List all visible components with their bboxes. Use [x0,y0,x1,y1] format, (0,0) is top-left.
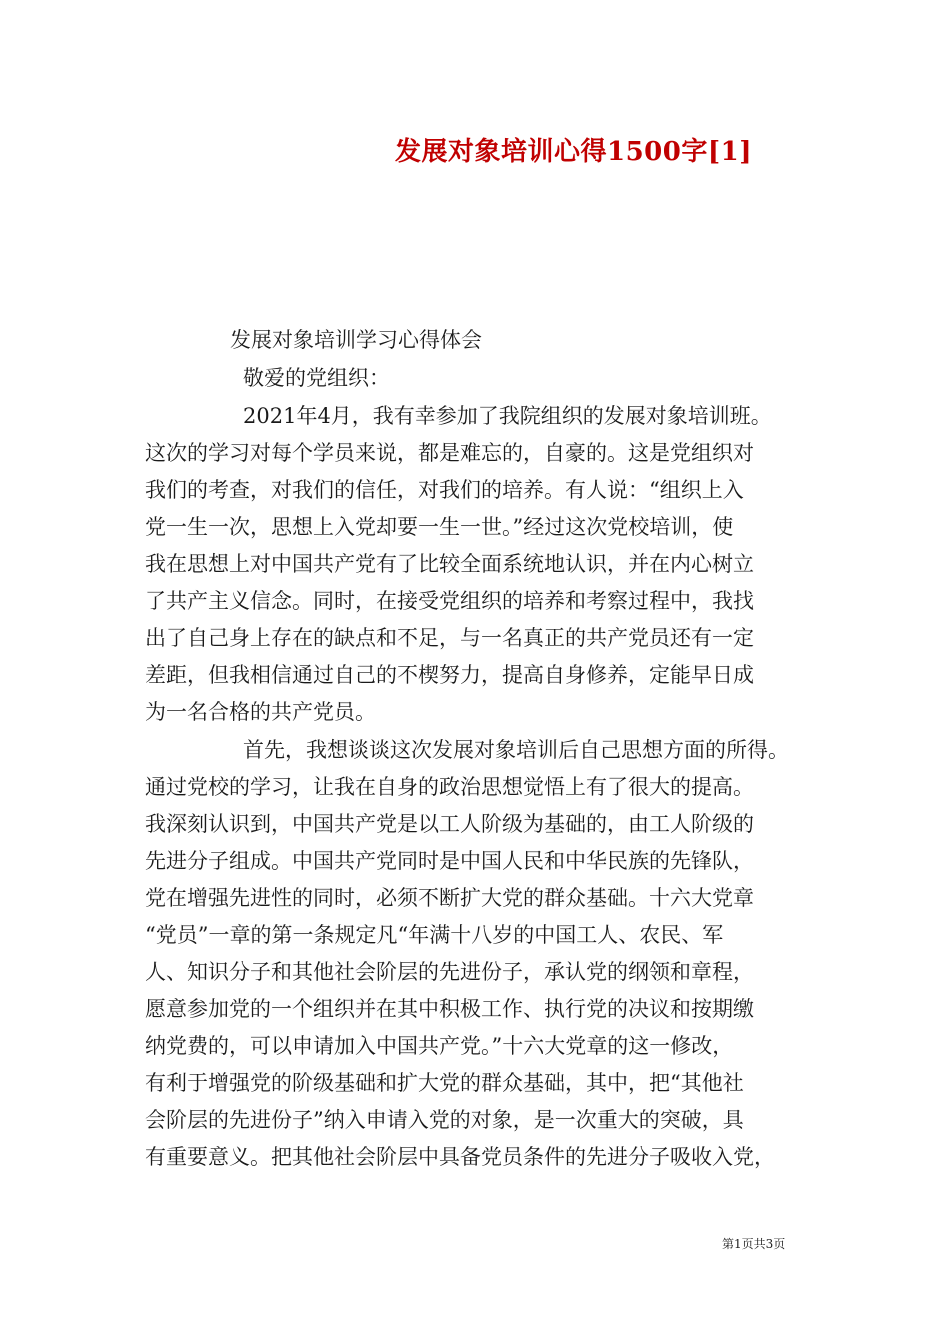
page-number-footer: 第1页共3页 [722,1237,786,1251]
body-line: 党一生一次，思想上入党却要一生一世。”经过这次党校培训，使 [145,515,734,539]
body-line: 会阶层的先进份子”纳入申请入党的对象，是一次重大的突破，具 [145,1108,744,1132]
body-line: 人、知识分子和其他社会阶层的先进份子，承认党的纲领和章程， [145,960,754,984]
document-title: 发展对象培训心得1500字[1] [395,137,753,167]
body-line: 我在思想上对中国共产党有了比较全面系统地认识，并在内心树立 [145,552,754,576]
body-line: 有利于增强党的阶级基础和扩大党的群众基础，其中，把“其他社 [145,1071,744,1095]
body-line: 先进分子组成。中国共产党同时是中国人民和中华民族的先锋队， [145,849,754,873]
body-line: 通过党校的学习，让我在自身的政治思想觉悟上有了很大的提高。 [145,775,754,799]
body-line: 我深刻认识到，中国共产党是以工人阶级为基础的，由工人阶级的 [145,812,754,836]
body-line: 这次的学习对每个学员来说，都是难忘的，自豪的。这是党组织对 [145,441,754,465]
body-line: 党在增强先进性的同时，必须不断扩大党的群众基础。十六大党章 [145,886,754,910]
document-subheading: 发展对象培训学习心得体会 [230,328,482,352]
body-line: 首先，我想谈谈这次发展对象培训后自己思想方面的所得。 [243,738,789,762]
body-line: 有重要意义。把其他社会阶层中具备党员条件的先进分子吸收入党， [145,1145,775,1169]
body-line: 纳党费的，可以申请加入中国共产党。”十六大党章的这一修改， [145,1034,734,1058]
body-line: 愿意参加党的一个组织并在其中积极工作、执行党的决议和按期缴 [145,997,754,1021]
salutation: 敬爱的党组织： [243,366,390,390]
body-line: 差距，但我相信通过自己的不楔努力，提高自身修养，定能早日成 [145,663,754,687]
body-line: 出了自己身上存在的缺点和不足，与一名真正的共产党员还有一定 [145,626,754,650]
body-line: “党员”一章的第一条规定凡“年满十八岁的中国工人、农民、军 [145,923,724,947]
body-line: 2021年4月，我有幸参加了我院组织的发展对象培训班。 [243,404,772,428]
body-line: 为一名合格的共产党员。 [145,700,376,724]
body-line: 我们的考查，对我们的信任，对我们的培养。有人说：“组织上入 [145,478,744,502]
body-line: 了共产主义信念。同时，在接受党组织的培养和考察过程中，我找 [145,589,754,613]
